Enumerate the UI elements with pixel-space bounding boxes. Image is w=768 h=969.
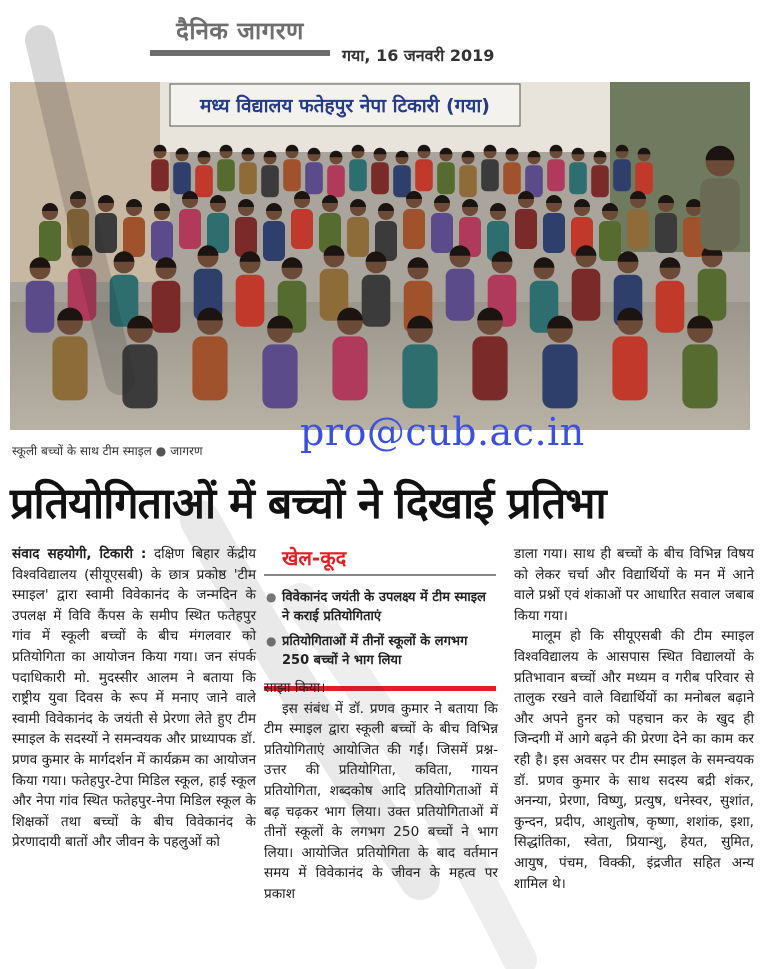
person-figure (446, 245, 475, 320)
person-figure (515, 191, 537, 249)
person-figure (239, 148, 257, 194)
person-figure (481, 145, 499, 191)
person-figure (613, 145, 631, 191)
person-figure (263, 203, 285, 261)
masthead-underline (150, 50, 330, 56)
byline: संवाद सहयोगी, टिकारी : (12, 546, 147, 562)
person-figure (437, 148, 455, 194)
article-headline: प्रतियोगिताओं में बच्चों ने दिखाई प्रतिभा (10, 479, 606, 529)
person-figure (542, 316, 577, 409)
person-figure (262, 316, 297, 409)
person-figure (151, 203, 173, 261)
person-figure (547, 145, 565, 191)
person-figure (319, 195, 341, 253)
highlights-top-rule (264, 574, 496, 576)
person-figure (472, 308, 507, 401)
column-3-paragraph-2: मालूम हो कि सीयूएसबी की टीम स्माइल विश्वविद्यालय के आसपास स्थित विद्यालयों के प्रतिभावान बच्चों और मध्यम व गरीब परिवार से तालुक रखने वाले विद्यार्थियों का मनोबल बढ़ाने और अपने हुनर को पहचान कर के खुद ही जिन्दगी में आगे बढ़ने की प्रेरणा देने का काम कर रही है। इस अवसर पर टीम स्माइल के समन्वयक डॉ. प्रणव कुमार के साथ सदस्य बद्री शंकर, अनन्या, प्रेरणा, विष्णु, प्रत्युष, धनेस्वर, सुशांत, कुन्दन, प्रदीप, आशुतोष, कृष्णा, शशांक, इशा, सिद्धांतिका, स्वेता, प्रियान्शु, हेयत, सुमित, आयुष, पंचम, विक्की, इंद्रजीत सहित अन्य शामिल थे। (514, 628, 754, 892)
highlights-box (264, 544, 498, 690)
person-figure (195, 151, 213, 197)
person-figure (349, 145, 367, 191)
person-figure (95, 195, 117, 253)
person-figure (347, 199, 369, 257)
person-figure (393, 151, 411, 197)
person-figure (39, 203, 61, 261)
person-figure (110, 251, 139, 326)
article-column-2 (264, 678, 498, 905)
person-figure (591, 151, 609, 197)
bullet-dot-icon: ● (155, 444, 167, 458)
person-figure (431, 195, 453, 253)
highlight-text: प्रतियोगिताओं में तीनों स्कूलों के लगभग 250 बच्चों ने भाग लिया (282, 634, 468, 668)
person-figure (217, 145, 235, 191)
person-figure (415, 145, 433, 191)
newspaper-masthead (150, 14, 330, 58)
column-2-paragraph-2: इस संबंध में डॉ. प्रणव कुमार ने बताया कि टीम स्माइल द्वारा स्कूली बच्चों के बीच विभिन्न प्रतियोगिताएं आयोजित की गईं। जिसमें प्रश्न-उत्तर की प्रतियोगिता, कविता, गायन प्रतियोगिता, शब्दकोष आदि प्रतियोगिताओं में बढ़ चढ़कर भाग लिया। उक्त प्रतियोगिताओं में तीनों स्कूलों के लगभग 250 बच्चों ने भाग लिया। आयोजित प्रतियोगिता के बाद वर्तमान समय में विवेकानंद के जीवन के महत्व पर प्रकाश (264, 700, 498, 902)
photo-banner-text: मध्य विद्यालय फतेहपुर नेपा टिकारी (गया) (200, 95, 490, 117)
bullet-icon: ● (266, 634, 277, 648)
person-figure (402, 316, 437, 409)
person-figure (236, 251, 265, 326)
person-figure (656, 257, 685, 332)
bullet-icon: ● (266, 590, 277, 604)
highlight-item (264, 632, 496, 670)
group-photo-illustration (10, 82, 750, 430)
article-column-1 (12, 544, 256, 853)
person-figure (503, 148, 521, 194)
person-figure (569, 148, 587, 194)
person-figure (572, 245, 601, 320)
person-figure (682, 316, 717, 409)
person-figure (123, 199, 145, 257)
person-figure (403, 191, 425, 249)
person-figure (173, 148, 191, 194)
person-figure (327, 151, 345, 197)
person-figure (52, 308, 87, 401)
caption-text: स्कूली बच्चों के साथ टीम स्माइल (12, 444, 152, 458)
email-watermark: pro@cub.ac.in (300, 410, 585, 454)
person-figure (459, 151, 477, 197)
person-figure (700, 146, 740, 250)
article-column-3 (514, 544, 754, 894)
column-1-text: दक्षिण बिहार केंद्रीय विश्वविद्यालय (सीयूएसबी) के छात्र प्रकोष्ठ 'टीम स्माइल' द्वारा स्वामी विवेकानंद के जन्मदिन के उपलक्ष में विवि कैंपस के समीप स्थित फतेहपुर गांव में स्कूली बच्चों के बीच मंगलवार को प्रतियोगिता का आयोजन किया गया। जन संपर्क पदाधिकारी मो. मुदस्सीर आलम ने बताया कि राष्ट्रीय युवा दिवस के रूप में मनाए जाने वाले स्वामी विवेकानंद के जयंती से प्रेरणा लेते हुए टीम स्माइल के सदस्यों ने समन्वयक और प्राध्यापक डॉ. प्रणव कुमार के मार्गदर्शन में कार्यक्रम का आयोजन किया गया। फतेहपुर-टेपा मिडिल स्कूल, हाई स्कूल और नेपा गांव स्थित फतेहपुर-नेपा मिडिल स्कूल के शिक्षकों तथा बच्चों के बीच विवेकानंद के प्रेरणादायी बातों और जीवन के पहलुओं को (12, 546, 256, 851)
person-figure (525, 151, 543, 197)
person-figure (26, 257, 55, 332)
person-figure (192, 308, 227, 401)
highlight-item (264, 588, 496, 626)
dateline: गया, 16 जनवरी 2019 (342, 46, 495, 65)
person-figure (283, 145, 301, 191)
person-figure (332, 308, 367, 401)
person-figure (261, 151, 279, 197)
photo-caption (12, 442, 203, 459)
news-photo (10, 82, 750, 430)
person-figure (698, 245, 727, 320)
caption-credit: जागरण (170, 444, 203, 458)
person-figure (627, 191, 649, 249)
highlights-list (264, 588, 496, 676)
person-figure (635, 148, 653, 194)
column-2-paragraph-1: साझा किया। (264, 680, 326, 696)
person-figure (543, 195, 565, 253)
person-figure (152, 257, 181, 332)
person-figure (235, 199, 257, 257)
person-figure (151, 145, 169, 191)
person-figure (612, 308, 647, 401)
person-figure (371, 148, 389, 194)
highlights-title: खेल-कूद (282, 546, 347, 570)
person-figure (305, 148, 323, 194)
person-figure (207, 195, 229, 253)
person-figure (655, 195, 677, 253)
person-figure (362, 251, 391, 326)
person-figure (179, 191, 201, 249)
person-figure (291, 191, 313, 249)
highlight-text: विवेकानंद जयंती के उपलक्ष्य में टीम स्माइल ने कराई प्रतियोगिताएं (282, 590, 486, 624)
person-figure (599, 203, 621, 261)
person-figure (67, 191, 89, 249)
column-3-paragraph-1: डाला गया। साथ ही बच्चों के बीच विभिन्न विषय को लेकर चर्चा और विद्यार्थियों के मन में आने वाले प्रश्नों एवं शंकाओं पर आधारित सवाल जबाब किया गया। (514, 546, 754, 624)
newspaper-logo: दैनिक जागरण (176, 16, 304, 45)
person-figure (122, 316, 157, 409)
